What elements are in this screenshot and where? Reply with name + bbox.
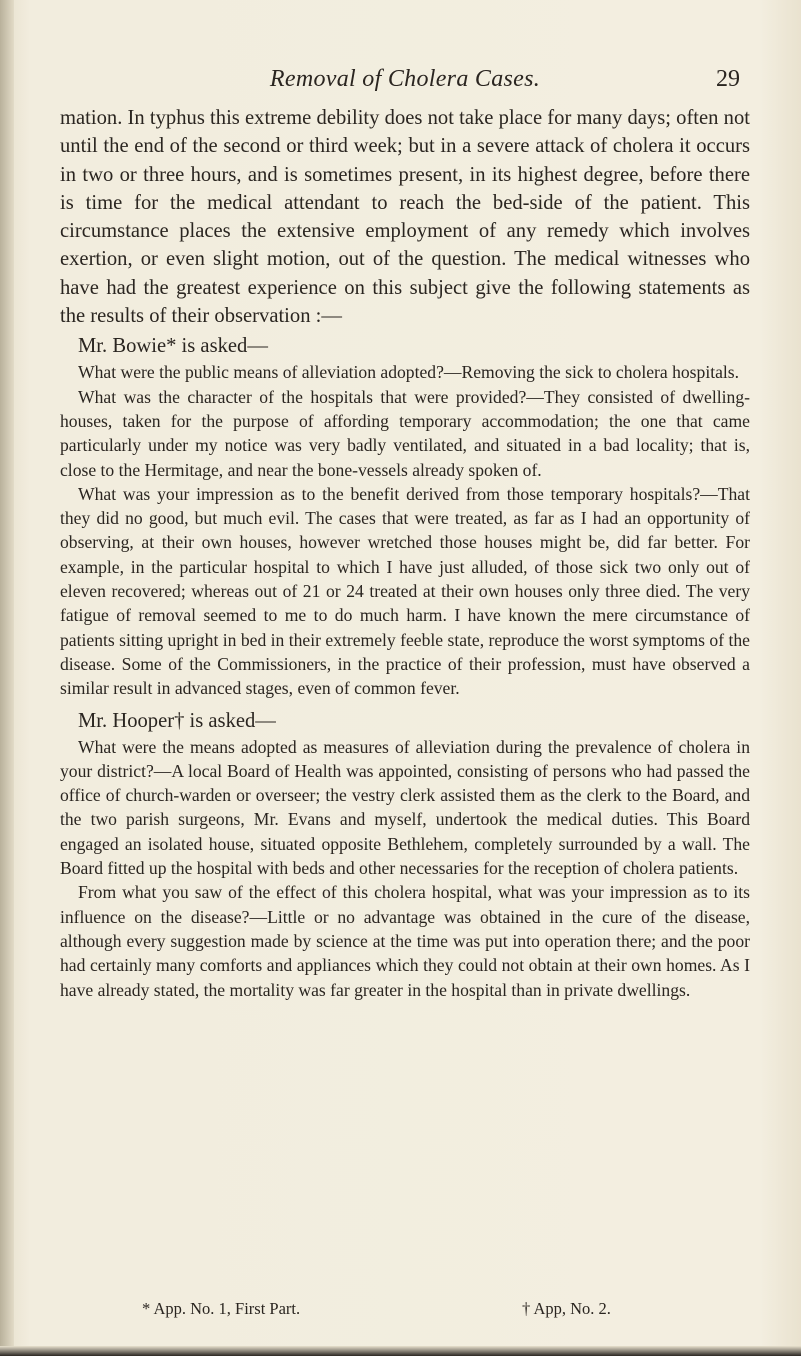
page-bottom-edge (0, 1346, 801, 1356)
speaker-hooper: Mr. Hooper† is asked— (78, 709, 276, 732)
footnote-1: * App. No. 1, First Part. (142, 1299, 301, 1318)
footnotes (60, 1299, 750, 1323)
question-answer-4: What were the means adopted as measures of alleviation during the prevalence of cholera in your district?—A local Board of Health was appointed, consisting of persons who had passed the office of church-warden or overseer; the vestry clerk assisted them as the clerk to the Board, and the two parish surgeons, Mr. Evans and myself, undertook the medical duties. This Board engaged an isolated house, situated opposite Bethlehem, completely surrounded by a wall. The Board fitted up the hospital with beds and other necessaries for the reception of cholera patients. (60, 736, 750, 879)
speaker-bowie: Mr. Bowie* is asked— (78, 335, 268, 358)
body-text (60, 104, 750, 1002)
page-number: 29 (716, 66, 740, 92)
paragraph-intro: mation. In typhus this extreme debility does not take place for many days; often not until the end of the second or third week; but in a severe attack of cholera it occurs in two or three hours, and is sometimes present, in its highest degree, before there is time for the medical attendant to reach the bed-side of the patient. This circumstance places the extensive employment of any remedy which involves exertion, or even slight motion, out of the question. The medical witnesses who have had the greatest experience on this subject give the following statements as the results of their observation :— (60, 107, 750, 328)
page-binding-edge (0, 0, 14, 1356)
question-answer-3: What was your impression as to the benefit derived from those temporary hospitals?—That they did no good, but much evil. The cases that were treated, as far as I had an opportunity of observing, at their own houses, however wretched those houses might be, did far better. For example, in the particular hospital to which I have just alluded, of those sick two only out of eleven recovered; whereas out of 21 or 24 treated at their own houses only three died. The very fatigue of removal seemed to me to do much harm. I have known the mere circumstance of patients sitting upright in bed in their extremely feeble state, reproduce the worst symptoms of the disease. Some of the Commissioners, in the practice of their profession, must have observed a similar result in advanced stages, even of common fever. (60, 483, 750, 699)
running-title: Removal of Cholera Cases. (269, 66, 541, 92)
page-header (60, 64, 750, 98)
question-answer-1: What were the public means of alleviation adopted?—Removing the sick to cholera hospitals. (78, 362, 740, 383)
footnote-2: † App, No. 2. (522, 1299, 611, 1318)
question-answer-2: What was the character of the hospitals that were provided?—They consisted of dwelling-houses, taken for the purpose of affording temporary accommodation; the one that came particularly under my notice was very badly ventilated, and situated in a bad locality; that is, close to the Hermitage, and near the bone-vessels already spoken of. (60, 386, 750, 480)
question-answer-5: From what you saw of the effect of this cholera hospital, what was your impression as to its influence on the disease?—Little or no advantage was obtained in the cure of the disease, although every suggestion made by science at the time was put into operation there; and the poor had certainly many comforts and appliances which they could not obtain at their own homes. As I have already stated, the mortality was far greater in the hospital than in private dwellings. (60, 882, 750, 1000)
